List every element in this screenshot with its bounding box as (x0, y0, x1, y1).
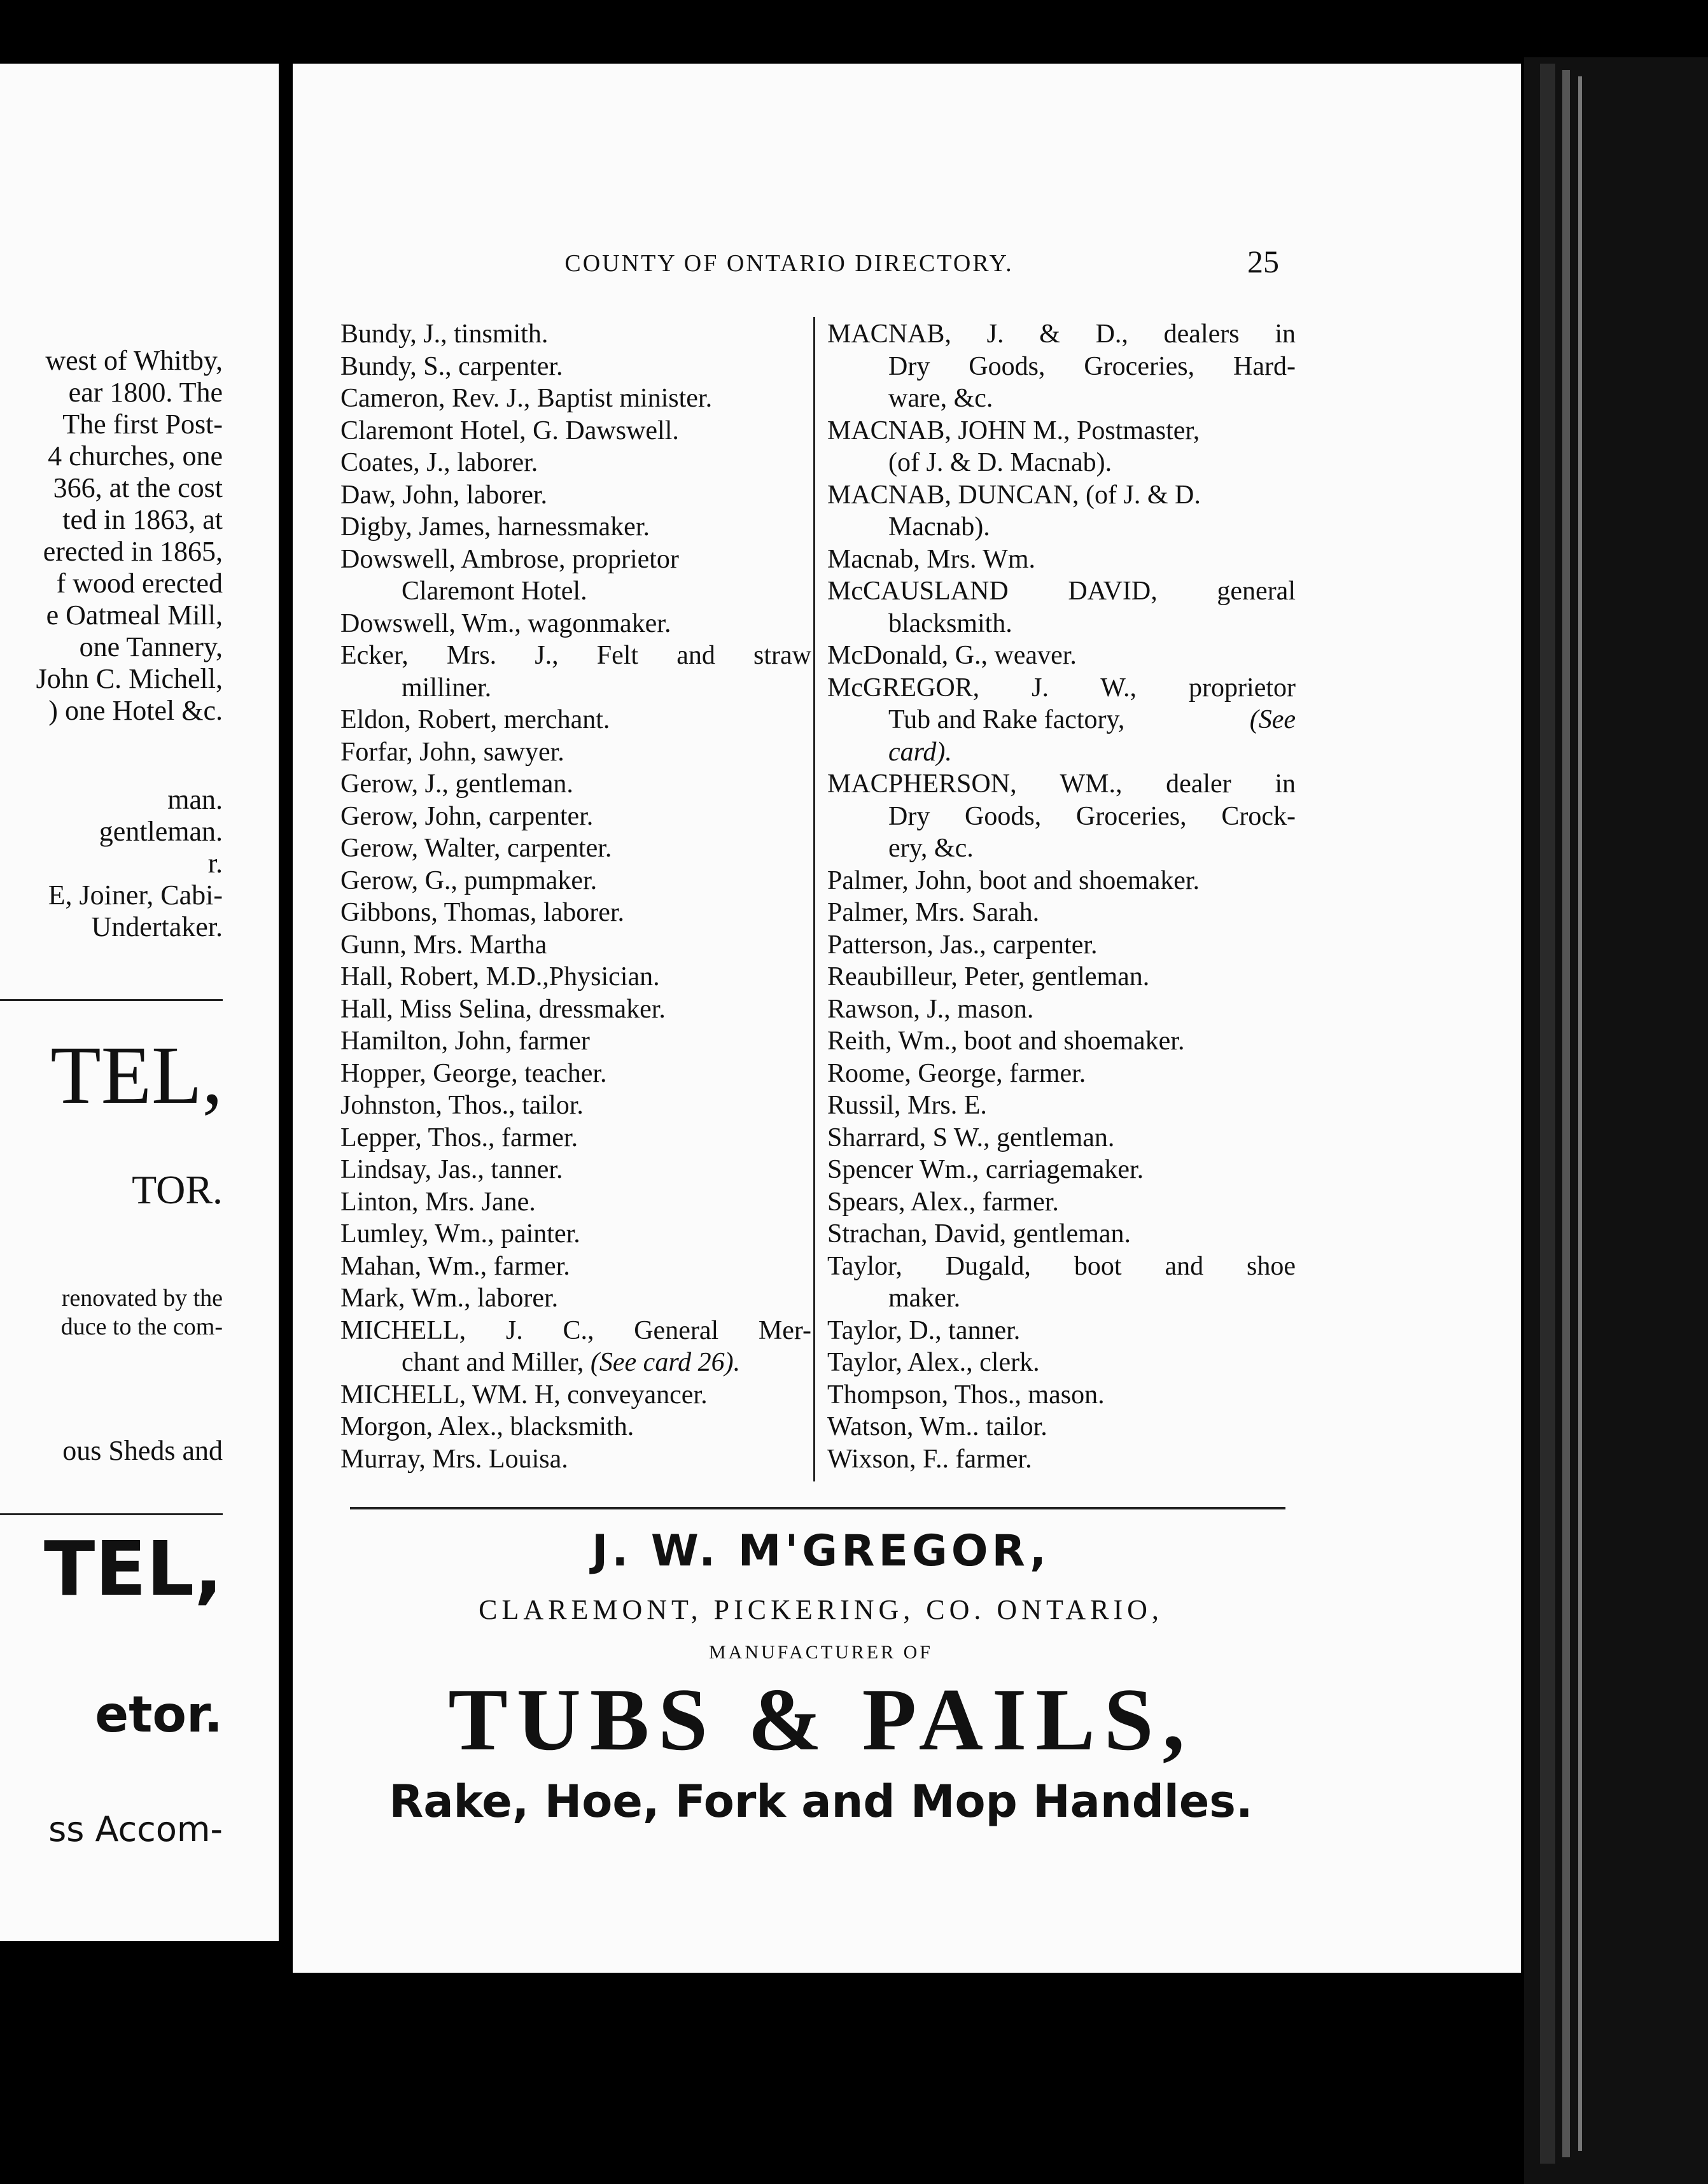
directory-entry: Mahan, Wm., farmer. (340, 1251, 570, 1281)
fragment-line: ) one Hotel &c. (48, 695, 223, 726)
fragment-heading: etor. (95, 1686, 223, 1744)
directory-entry: Taylor, Dugald, boot and shoe (827, 1251, 1296, 1281)
fragment-line: ted in 1863, at (62, 504, 223, 535)
fragment-line: ss Accom- (48, 1809, 223, 1849)
fragment-heading: TOR. (132, 1167, 223, 1212)
directory-entry: Macnab, Mrs. Wm. (827, 544, 1035, 574)
directory-entry: Dowswell, Wm., wagonmaker. (340, 608, 671, 638)
card-reference: card). (888, 737, 952, 767)
fragment-line: duce to the com- (60, 1313, 223, 1340)
directory-entry: Linton, Mrs. Jane. (340, 1187, 536, 1217)
fragment-line: 366, at the cost (53, 472, 223, 503)
directory-entry: Palmer, Mrs. Sarah. (827, 898, 1040, 927)
directory-entry: Dowswell, Ambrose, proprietor (340, 544, 679, 574)
fragment-line: west of Whitby, (45, 345, 223, 376)
fragment-line: r. (207, 848, 223, 879)
entry-text: chant and Miller, (402, 1348, 584, 1377)
directory-entry: Rawson, J., mason. (827, 994, 1034, 1024)
fragment-line: f wood erected (56, 568, 223, 599)
directory-entry: Taylor, Alex., clerk. (827, 1348, 1040, 1377)
directory-entry: Claremont Hotel, G. Dawswell. (340, 416, 679, 445)
directory-entry: Gunn, Mrs. Martha (340, 930, 547, 960)
directory-entry: Eldon, Robert, merchant. (340, 705, 610, 734)
directory-entry: McGREGOR, J. W., proprietor (827, 673, 1296, 703)
directory-entry: Lepper, Thos., farmer. (340, 1123, 578, 1152)
card-reference: (See card 26). (590, 1348, 741, 1377)
directory-entry: Strachan, David, gentleman. (827, 1219, 1131, 1249)
ad-address: CLAREMONT, PICKERING, CO. ONTARIO, (479, 1594, 1163, 1625)
directory-entry-cont: ware, &c. (888, 384, 993, 413)
directory-entry: MICHELL, WM. H, conveyancer. (340, 1380, 708, 1410)
entry-text: Tub and Rake factory, (888, 705, 1125, 734)
directory-entry-cont: Claremont Hotel. (402, 577, 587, 606)
fragment-line: Undertaker. (91, 911, 223, 942)
directory-entry: Russil, Mrs. E. (827, 1091, 987, 1120)
fragment-line: The first Post- (62, 409, 223, 440)
directory-entry: Lindsay, Jas., tanner. (340, 1155, 563, 1184)
directory-entry: Gerow, Walter, carpenter. (340, 834, 612, 863)
ad-business-name: J. W. M'GREGOR, (592, 1526, 1050, 1576)
directory-entry: Roome, George, farmer. (827, 1058, 1086, 1088)
directory-entry: MICHELL, J. C., General Mer- (340, 1315, 811, 1345)
directory-entry: Mark, Wm., laborer. (340, 1284, 559, 1313)
directory-entry: Forfar, John, sawyer. (340, 737, 564, 767)
directory-column-right (827, 318, 1296, 1475)
section-rule (350, 1507, 1285, 1509)
directory-entry: Cameron, Rev. J., Baptist minister. (340, 384, 713, 413)
directory-entry: Sharrard, S W., gentleman. (827, 1123, 1115, 1152)
fragment-heading: TEL, (43, 1525, 223, 1613)
fragment-line: e Oatmeal Mill, (46, 599, 223, 631)
directory-entry-cont: (of J. & D. Macnab). (888, 448, 1112, 477)
directory-entry-cont: Dry Goods, Groceries, Hard- (888, 351, 1296, 381)
directory-entry: Hamilton, John, farmer (340, 1026, 590, 1056)
directory-entry: Spears, Alex., farmer. (827, 1187, 1059, 1217)
directory-entry-cont: ery, &c. (888, 834, 974, 863)
directory-entry: Gerow, J., gentleman. (340, 769, 573, 799)
directory-entry: Hopper, George, teacher. (340, 1058, 607, 1088)
directory-entry: Patterson, Jas., carpenter. (827, 930, 1098, 960)
directory-entry: Palmer, John, boot and shoemaker. (827, 865, 1200, 895)
directory-entry: Coates, J., laborer. (340, 448, 538, 477)
page-number: 25 (1247, 244, 1279, 279)
directory-entry: Daw, John, laborer. (340, 480, 548, 510)
directory-entry-cont: maker. (888, 1284, 961, 1313)
directory-entry: Bundy, J., tinsmith. (340, 319, 549, 349)
page-edge (1540, 64, 1555, 2164)
directory-entry: Morgon, Alex., blacksmith. (340, 1412, 634, 1441)
fragment-line: John C. Michell, (36, 663, 223, 694)
column-divider (813, 317, 815, 1481)
directory-entry: Ecker, Mrs. J., Felt and straw (340, 641, 811, 670)
directory-column-left (340, 318, 811, 1475)
directory-entry: Wixson, F.. farmer. (827, 1444, 1032, 1474)
directory-entry: Gibbons, Thomas, laborer. (340, 898, 625, 927)
directory-entry: Gerow, G., pumpmaker. (340, 865, 598, 895)
directory-entry: McDonald, G., weaver. (827, 641, 1077, 670)
fragment-line: 4 churches, one (48, 440, 223, 472)
directory-entry-cont: Macnab). (888, 512, 990, 542)
directory-entry-cont: blacksmith. (888, 608, 1012, 638)
directory-entry-cont: Dry Goods, Groceries, Crock- (888, 801, 1296, 831)
directory-entry: Taylor, D., tanner. (827, 1315, 1021, 1345)
running-header: COUNTY OF ONTARIO DIRECTORY. (564, 250, 1014, 277)
left-facing-page (0, 64, 279, 1941)
directory-entry-cont: milliner. (402, 673, 492, 703)
ad-product-headline: TUBS & PAILS, (448, 1670, 1194, 1769)
ad-product-subline: Rake, Hoe, Fork and Mop Handles. (389, 1775, 1253, 1828)
directory-entry: Hall, Robert, M.D.,Physician. (340, 962, 660, 991)
directory-entry-cont (827, 736, 1296, 769)
directory-entry: MACPHERSON, WM., dealer in (827, 769, 1296, 799)
directory-entry: MACNAB, JOHN M., Postmaster, (827, 416, 1200, 445)
directory-entry: McCAUSLAND DAVID, general (827, 577, 1296, 606)
directory-entry: Gerow, John, carpenter. (340, 801, 594, 831)
fragment-line: gentleman. (99, 816, 223, 847)
directory-entry-cont (340, 1347, 811, 1379)
card-reference: (See (1249, 705, 1296, 734)
directory-entry: Digby, James, harnessmaker. (340, 512, 650, 542)
directory-entry: Murray, Mrs. Louisa. (340, 1444, 568, 1474)
fragment-line: ous Sheds and (62, 1435, 223, 1466)
fragment-line: E, Joiner, Cabi- (48, 879, 223, 911)
directory-entry: Reith, Wm., boot and shoemaker. (827, 1026, 1185, 1056)
page-edge (1562, 70, 1570, 2157)
directory-entry: Watson, Wm.. tailor. (827, 1412, 1047, 1441)
fragment-rule (0, 1513, 223, 1515)
ad-manufacturer-label: MANUFACTURER OF (709, 1642, 933, 1663)
fragment-line: erected in 1865, (43, 536, 223, 567)
fragment-line: one Tannery, (79, 631, 223, 662)
directory-entry: Thompson, Thos., mason. (827, 1380, 1105, 1410)
directory-entry: Johnston, Thos., tailor. (340, 1091, 584, 1120)
directory-entry: Hall, Miss Selina, dressmaker. (340, 994, 666, 1024)
directory-entry-cont (827, 704, 1296, 736)
fragment-line: renovated by the (61, 1285, 223, 1312)
directory-entry: MACNAB, DUNCAN, (of J. & D. (827, 480, 1201, 510)
fragment-rule (0, 999, 223, 1001)
directory-entry: MACNAB, J. & D., dealers in (827, 319, 1296, 349)
page-edge (1578, 76, 1582, 2151)
directory-entry: Spencer Wm., carriagemaker. (827, 1155, 1144, 1184)
directory-entry: Reaubilleur, Peter, gentleman. (827, 962, 1150, 991)
fragment-line: ear 1800. The (68, 377, 223, 408)
directory-entry: Bundy, S., carpenter. (340, 351, 563, 381)
directory-entry: Lumley, Wm., painter. (340, 1219, 580, 1249)
fragment-line: man. (167, 784, 223, 815)
fragment-heading: TEL, (50, 1030, 223, 1121)
